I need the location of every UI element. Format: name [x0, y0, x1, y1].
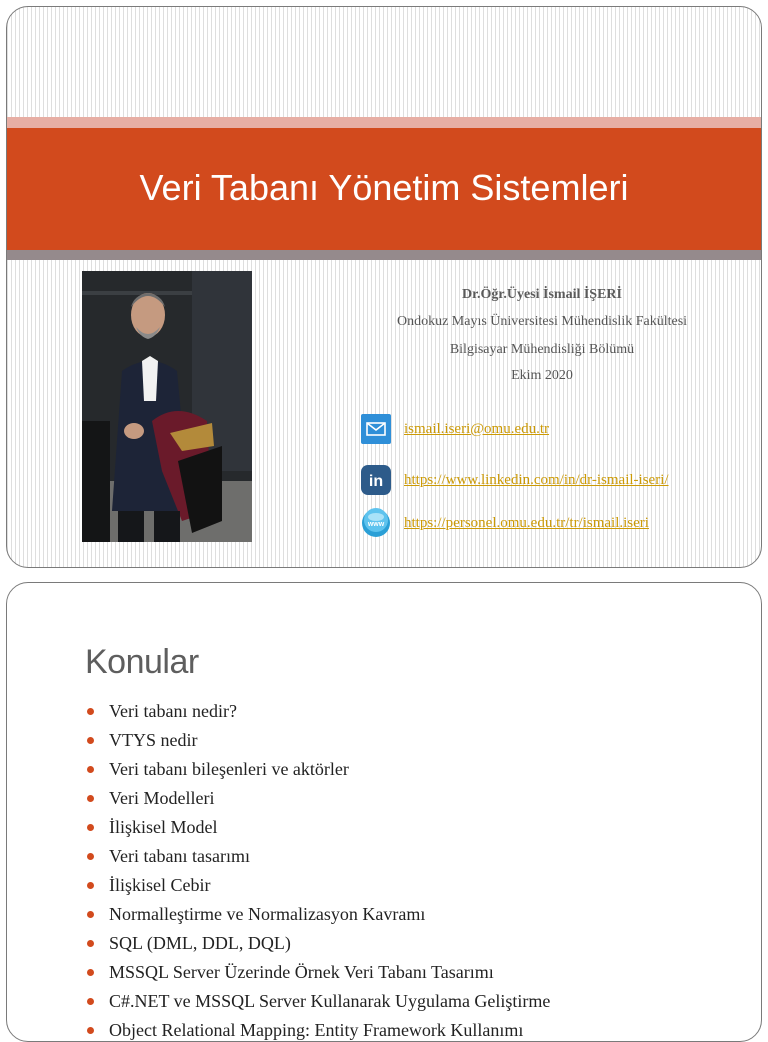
topic-list — [83, 697, 550, 1042]
list-item: SQL (DML, DDL, DQL) — [83, 929, 550, 958]
website-link[interactable]: https://personel.omu.edu.tr/tr/ismail.iseri — [404, 514, 649, 531]
email-link[interactable]: ismail.iseri@omu.edu.tr — [404, 420, 550, 437]
presentation-date: Ekim 2020 — [511, 368, 573, 383]
list-item: MSSQL Server Üzerinde Örnek Veri Tabanı Tasarımı — [83, 958, 550, 987]
topics-slide — [6, 582, 762, 1042]
slide-title: Veri Tabanı Yönetim Sistemleri — [139, 167, 629, 208]
decorative-strip-top — [7, 117, 761, 128]
svg-text:in: in — [368, 473, 384, 490]
web-icon — [360, 507, 392, 539]
topics-title: Konular — [85, 643, 199, 681]
list-item: Veri tabanı tasarımı — [83, 842, 550, 871]
list-item: Veri tabanı bileşenleri ve aktörler — [83, 755, 550, 784]
linkedin-link[interactable]: https://www.linkedin.com/in/dr-ismail-iseri/ — [404, 471, 669, 488]
list-item: Veri Modelleri — [83, 784, 550, 813]
contact-email — [360, 413, 549, 445]
svg-text:www: www — [367, 521, 385, 528]
list-item: VTYS nedir — [83, 726, 550, 755]
list-item: İlişkisel Cebir — [83, 871, 550, 900]
author-name: Dr.Öğr.Üyesi İsmail İŞERİ — [462, 287, 622, 302]
contact-website — [360, 507, 649, 539]
contact-linkedin — [360, 464, 669, 496]
list-item: C#.NET ve MSSQL Server Kullanarak Uygulama Geliştirme — [83, 987, 550, 1016]
title-slide — [6, 6, 762, 568]
list-item: İlişkisel Model — [83, 813, 550, 842]
title-bar — [7, 128, 761, 250]
list-item: Object Relational Mapping: Entity Framework Kullanımı — [83, 1016, 550, 1042]
email-icon — [360, 413, 392, 445]
author-department: Bilgisayar Mühendisliği Bölümü — [449, 342, 635, 357]
list-item: Veri tabanı nedir? — [83, 697, 550, 726]
decorative-strip-bottom — [7, 250, 761, 260]
list-item: Normalleştirme ve Normalizasyon Kavramı — [83, 900, 550, 929]
author-photo — [82, 271, 252, 542]
author-affiliation: Ondokuz Mayıs Üniversitesi Mühendislik Fakültesi — [396, 314, 688, 329]
linkedin-icon — [360, 464, 392, 496]
